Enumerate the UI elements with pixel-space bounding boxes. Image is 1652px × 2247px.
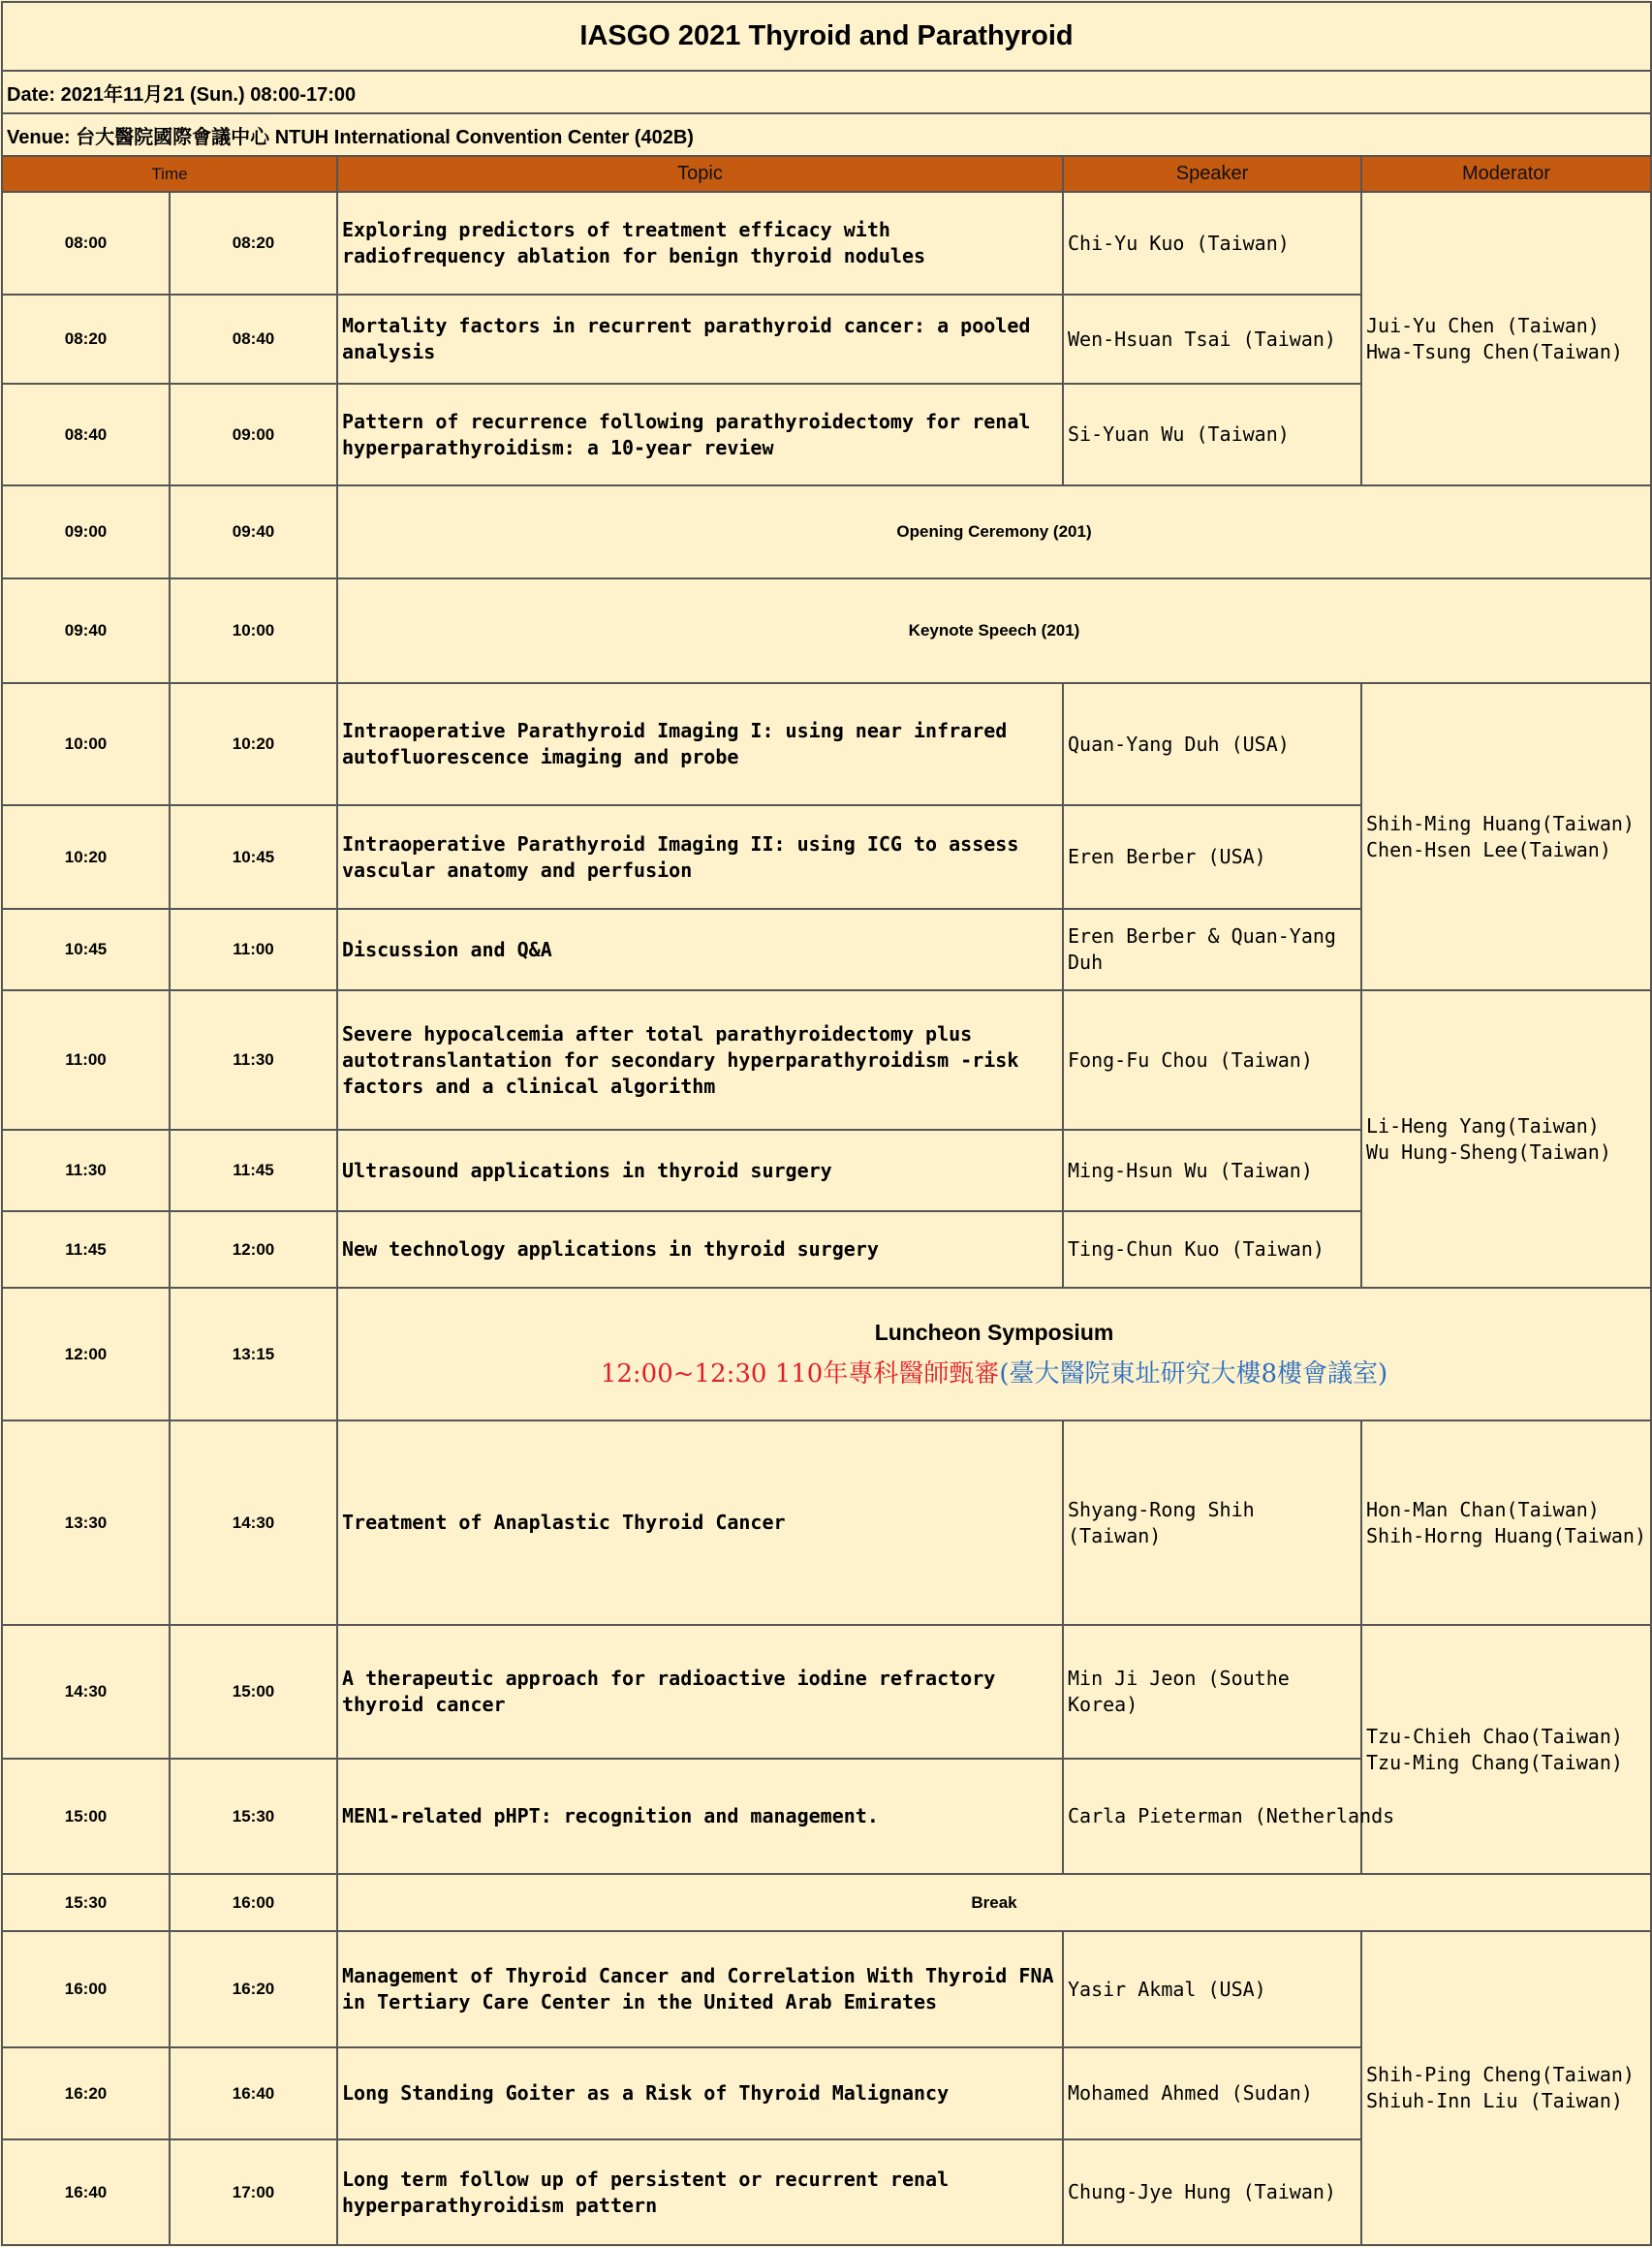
session-label: Break [337, 1874, 1651, 1931]
end-time: 16:40 [170, 2047, 337, 2139]
start-time: 10:20 [2, 805, 170, 909]
moderator-cell [1361, 192, 1651, 485]
speaker-cell: Yasir Akmal (USA) [1063, 1931, 1361, 2047]
end-time: 15:30 [170, 1759, 337, 1874]
topic-cell: Mortality factors in recurrent parathyroid cancer: a pooled analysis [337, 295, 1063, 384]
table-row [2, 683, 1651, 805]
table-row [2, 485, 1651, 578]
moderator-cell [1361, 1625, 1651, 1874]
end-time: 10:45 [170, 805, 337, 909]
topic-cell: Long term follow up of persistent or recurrent renal hyperparathyroidism pattern [337, 2139, 1063, 2245]
speaker-cell: Mohamed Ahmed (Sudan) [1063, 2047, 1361, 2139]
topic-cell: Ultrasound applications in thyroid surgery [337, 1130, 1063, 1211]
start-time: 16:40 [2, 2139, 170, 2245]
header-row [2, 156, 1651, 192]
start-time: 11:45 [2, 1211, 170, 1288]
end-time: 11:30 [170, 990, 337, 1130]
start-time: 14:30 [2, 1625, 170, 1759]
luncheon-title: Luncheon Symposium [874, 1319, 1114, 1345]
page-title: IASGO 2021 Thyroid and Parathyroid [2, 2, 1651, 71]
header-time: Time [2, 156, 337, 192]
speaker-cell: Si-Yuan Wu (Taiwan) [1063, 384, 1361, 485]
topic-cell: Discussion and Q&A [337, 909, 1063, 990]
speaker-cell: Wen-Hsuan Tsai (Taiwan) [1063, 295, 1361, 384]
schedule-table [1, 1, 1652, 2246]
start-time: 09:00 [2, 485, 170, 578]
end-time: 15:00 [170, 1625, 337, 1759]
moderator-name: Hon-Man Chan(Taiwan) [1366, 1497, 1600, 1521]
date-line: Date: 2021年11月21 (Sun.) 08:00-17:00 [2, 71, 1651, 113]
end-time: 17:00 [170, 2139, 337, 2245]
end-time: 09:40 [170, 485, 337, 578]
header-topic: Topic [337, 156, 1063, 192]
session-label: Keynote Speech (201) [337, 578, 1651, 683]
topic-cell: Severe hypocalcemia after total parathyroidectomy plus autotranslantation for secondary hyperparathyroidism -risk factors and a clinical algorithm [337, 990, 1063, 1130]
speaker-cell: Quan-Yang Duh (USA) [1063, 683, 1361, 805]
moderator-cell [1361, 683, 1651, 990]
moderator-name: Shih-Ping Cheng(Taiwan) [1366, 2063, 1635, 2086]
start-time: 08:20 [2, 295, 170, 384]
moderator-name: Li-Heng Yang(Taiwan) [1366, 1113, 1600, 1138]
speaker-cell: Ting-Chun Kuo (Taiwan) [1063, 1211, 1361, 1288]
luncheon-note-red: 12:00~12:30 110年專科醫師甄審 [600, 1358, 1000, 1389]
venue-line: Venue: 台大醫院國際會議中心 NTUH International Convention Center (402B) [2, 113, 1651, 156]
topic-cell: MEN1-related pHPT: recognition and management. [337, 1759, 1063, 1874]
topic-cell: Long Standing Goiter as a Risk of Thyroid Malignancy [337, 2047, 1063, 2139]
table-row [2, 1625, 1651, 1759]
moderator-name: Chen-Hsen Lee(Taiwan) [1366, 837, 1611, 861]
speaker-cell: Eren Berber & Quan-Yang Duh [1063, 909, 1361, 990]
end-time: 10:00 [170, 578, 337, 683]
speaker-cell: Shyang-Rong Shih (Taiwan) [1063, 1420, 1361, 1625]
topic-cell: A therapeutic approach for radioactive iodine refractory thyroid cancer [337, 1625, 1063, 1759]
start-time: 15:00 [2, 1759, 170, 1874]
header-moderator: Moderator [1361, 156, 1651, 192]
topic-cell: Exploring predictors of treatment efficacy with radiofrequency ablation for benign thyroid nodules [337, 192, 1063, 295]
end-time: 10:20 [170, 683, 337, 805]
luncheon-note [342, 1354, 1646, 1389]
moderator-name: Shih-Ming Huang(Taiwan) [1366, 811, 1635, 835]
speaker-cell: Ming-Hsun Wu (Taiwan) [1063, 1130, 1361, 1211]
header-speaker: Speaker [1063, 156, 1361, 192]
moderator-cell [1361, 1931, 1651, 2245]
table-row [2, 578, 1651, 683]
start-time: 08:00 [2, 192, 170, 295]
moderator-name: Tzu-Ming Chang(Taiwan) [1366, 1750, 1623, 1774]
topic-cell: Management of Thyroid Cancer and Correlation With Thyroid FNA in Tertiary Care Center in the United Arab Emirates [337, 1931, 1063, 2047]
moderator-cell [1361, 1420, 1651, 1625]
speaker-cell: Eren Berber (USA) [1063, 805, 1361, 909]
moderator-name: Shih-Horng Huang(Taiwan) [1366, 1523, 1646, 1547]
moderator-name: Hwa-Tsung Chen(Taiwan) [1366, 339, 1623, 363]
luncheon-note-blue: (臺大醫院東址研究大樓8樓會議室) [999, 1358, 1388, 1389]
table-row [2, 990, 1651, 1130]
start-time: 10:00 [2, 683, 170, 805]
start-time: 11:30 [2, 1130, 170, 1211]
moderator-name: Wu Hung-Sheng(Taiwan) [1366, 1139, 1611, 1164]
end-time: 13:15 [170, 1288, 337, 1420]
table-row [2, 1874, 1651, 1931]
speaker-cell: Min Ji Jeon (Southe Korea) [1063, 1625, 1361, 1759]
end-time: 09:00 [170, 384, 337, 485]
start-time: 15:30 [2, 1874, 170, 1931]
topic-cell: New technology applications in thyroid surgery [337, 1211, 1063, 1288]
end-time: 11:45 [170, 1130, 337, 1211]
start-time: 08:40 [2, 384, 170, 485]
start-time: 12:00 [2, 1288, 170, 1420]
session-label: Opening Ceremony (201) [337, 485, 1651, 578]
end-time: 08:20 [170, 192, 337, 295]
speaker-cell: Chung-Jye Hung (Taiwan) [1063, 2139, 1361, 2245]
start-time: 16:00 [2, 1931, 170, 2047]
topic-cell: Treatment of Anaplastic Thyroid Cancer [337, 1420, 1063, 1625]
speaker-cell: Carla Pieterman (Netherlands [1063, 1759, 1361, 1874]
end-time: 12:00 [170, 1211, 337, 1288]
start-time: 11:00 [2, 990, 170, 1130]
end-time: 16:00 [170, 1874, 337, 1931]
end-time: 08:40 [170, 295, 337, 384]
topic-cell: Pattern of recurrence following parathyroidectomy for renal hyperparathyroidism: a 10-year review [337, 384, 1063, 485]
start-time: 16:20 [2, 2047, 170, 2139]
topic-cell: Intraoperative Parathyroid Imaging I: using near infrared autofluorescence imaging and probe [337, 683, 1063, 805]
end-time: 16:20 [170, 1931, 337, 2047]
luncheon-cell [337, 1288, 1651, 1420]
moderator-name: Jui-Yu Chen (Taiwan) [1366, 313, 1600, 337]
table-row [2, 1420, 1651, 1625]
moderator-cell [1361, 990, 1651, 1288]
topic-cell: Intraoperative Parathyroid Imaging II: using ICG to assess vascular anatomy and perfusion [337, 805, 1063, 909]
moderator-name: Shiuh-Inn Liu (Taiwan) [1366, 2089, 1623, 2112]
table-row [2, 1288, 1651, 1420]
end-time: 11:00 [170, 909, 337, 990]
table-row [2, 1931, 1651, 2047]
table-row [2, 192, 1651, 295]
speaker-cell: Chi-Yu Kuo (Taiwan) [1063, 192, 1361, 295]
speaker-cell: Fong-Fu Chou (Taiwan) [1063, 990, 1361, 1130]
moderator-name: Tzu-Chieh Chao(Taiwan) [1366, 1724, 1623, 1748]
start-time: 09:40 [2, 578, 170, 683]
start-time: 13:30 [2, 1420, 170, 1625]
end-time: 14:30 [170, 1420, 337, 1625]
start-time: 10:45 [2, 909, 170, 990]
